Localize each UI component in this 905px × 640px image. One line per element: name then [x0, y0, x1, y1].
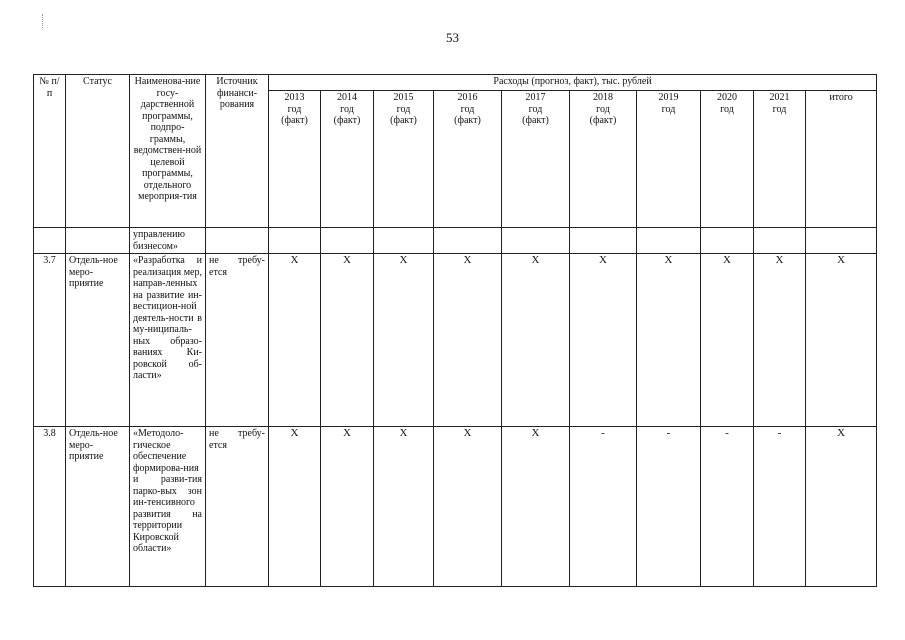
row-value: X — [374, 254, 434, 427]
year-header-line2: год — [460, 103, 475, 115]
header-source: Источник финанси-рования — [206, 75, 269, 228]
cont-status — [66, 228, 130, 254]
header-expenses: Расходы (прогноз, факт), тыс. рублей — [269, 75, 877, 91]
row-status: Отдель-ное меро-приятие — [66, 254, 130, 427]
row-value: X — [701, 254, 754, 427]
row-status: Отдель-ное меро-приятие — [66, 427, 130, 587]
year-header-line2: год — [772, 103, 787, 115]
year-header — [701, 91, 754, 228]
year-header — [806, 91, 877, 228]
table-row — [34, 254, 877, 427]
row-value: X — [434, 427, 502, 587]
year-header-line2: год — [287, 103, 302, 115]
year-header-line3: (факт) — [390, 115, 417, 126]
row-source: не требу-ется — [206, 254, 269, 427]
cont-cell — [570, 228, 637, 254]
year-header-year: 2018 — [593, 92, 613, 103]
year-header-year: 2013 — [284, 92, 305, 103]
header-status: Статус — [66, 75, 130, 228]
cont-num — [34, 228, 66, 254]
row-value: X — [806, 427, 877, 587]
year-header-year: 2014 — [337, 92, 357, 103]
year-header-year: 2015 — [393, 92, 414, 103]
year-header — [502, 91, 570, 228]
header-row-1 — [34, 75, 877, 91]
header-name: Наименова-ние госу-дарственной программы, подпро-граммы, ведомствен-ной целевой программы, отдельного мероприя-тия — [130, 75, 206, 228]
year-header-line2: год — [720, 103, 734, 115]
row-value: X — [502, 427, 570, 587]
cont-source — [206, 228, 269, 254]
cont-cell — [754, 228, 806, 254]
cont-cell — [269, 228, 321, 254]
year-header-line2: год — [661, 103, 676, 115]
row-value: X — [269, 427, 321, 587]
row-value: X — [269, 254, 321, 427]
row-value: X — [502, 254, 570, 427]
year-header-line2: год — [340, 103, 354, 115]
year-header — [374, 91, 434, 228]
cont-cell — [374, 228, 434, 254]
row-value: X — [570, 254, 637, 427]
year-header — [434, 91, 502, 228]
cont-name: управлению бизнесом» — [130, 228, 206, 254]
year-header-line3: (факт) — [522, 115, 549, 126]
year-header — [321, 91, 374, 228]
year-header-line2: год — [596, 103, 610, 115]
continuation-row — [34, 228, 877, 254]
year-header-line3: (факт) — [281, 115, 308, 126]
year-header-line2: год — [396, 103, 411, 115]
year-header-line3: (факт) — [333, 115, 361, 126]
year-header — [269, 91, 321, 228]
cont-cell — [806, 228, 877, 254]
budget-table — [33, 74, 877, 587]
year-header-line2: год — [528, 103, 543, 115]
row-value: X — [637, 254, 701, 427]
row-value: X — [754, 254, 806, 427]
row-name: «Методоло-гическое обеспечение формирова-ния и разви-тия парко-вых зон ин-тенсивного развития на территории Кировской области» — [130, 427, 206, 587]
cont-cell — [502, 228, 570, 254]
row-value: X — [806, 254, 877, 427]
row-value: X — [321, 427, 374, 587]
table-row — [34, 427, 877, 587]
year-header-year: 2017 — [525, 92, 546, 103]
year-header — [637, 91, 701, 228]
row-value: - — [701, 427, 754, 587]
scan-mark — [42, 14, 45, 28]
row-value: - — [570, 427, 637, 587]
row-num: 3.7 — [34, 254, 66, 427]
cont-cell — [434, 228, 502, 254]
year-header-year: 2019 — [658, 92, 679, 103]
page-number: 53 — [446, 30, 459, 45]
year-header-line3: (факт) — [454, 115, 481, 126]
year-header-year: 2020 — [717, 92, 737, 103]
row-value: - — [754, 427, 806, 587]
header-num: № п/п — [34, 75, 66, 228]
year-header-year: итого — [829, 92, 853, 103]
row-value: X — [374, 427, 434, 587]
cont-cell — [321, 228, 374, 254]
year-header-line3: (факт) — [589, 115, 617, 126]
row-num: 3.8 — [34, 427, 66, 587]
row-value: - — [637, 427, 701, 587]
row-source: не требу-ется — [206, 427, 269, 587]
year-header — [754, 91, 806, 228]
cont-cell — [637, 228, 701, 254]
year-header — [570, 91, 637, 228]
cont-cell — [701, 228, 754, 254]
row-value: X — [434, 254, 502, 427]
row-name: «Разработка и реализация мер, направ-ленных на развитие ин-вестицион-ной деятель-ности в му-ниципаль-ных образо-ваниях Ки-ровской об-ласти» — [130, 254, 206, 427]
year-header-year: 2016 — [457, 92, 478, 103]
year-header-year: 2021 — [769, 92, 790, 103]
row-value: X — [321, 254, 374, 427]
